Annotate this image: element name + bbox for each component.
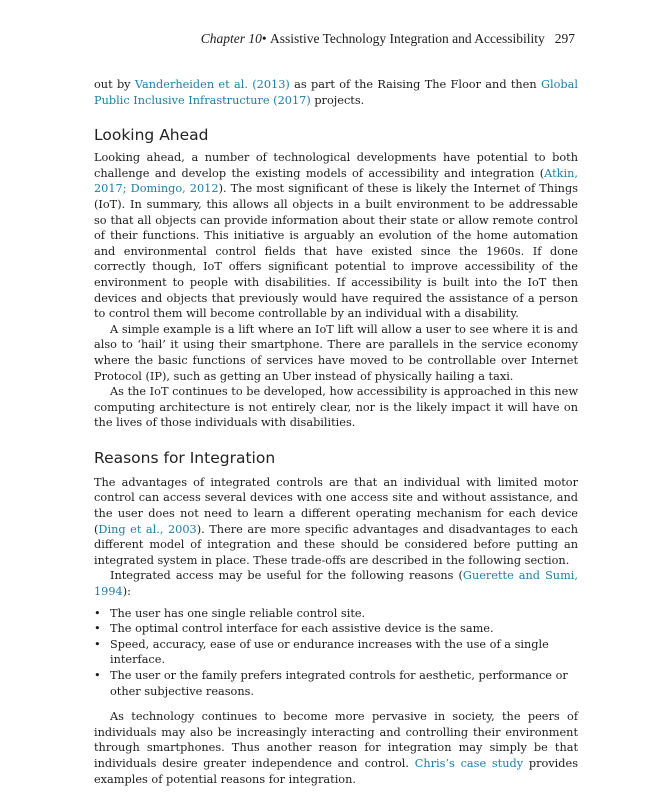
looking-ahead-paragraph-3: As the IoT continues to be developed, how accessibility is approached in this new computing architecture is not entirely clear, nor is the likely impact it will have on the lives of those individuals with disabilities. xyxy=(94,385,578,430)
list-item: • Speed, accuracy, ease of use or endurance increases with the use of a single interface. xyxy=(94,637,578,668)
text-run: As technology continues to become more pervasive in society, the peers of individuals may also be increasingly interacting and controlling their environment through smartphones. Thus another reason for integration may simply be that individuals desire greater independence and control. xyxy=(94,710,578,770)
text-run: The advantages of integrated controls are that an individual with limited motor control can access several devices with one access site and without assistance, and the user does not need to learn a different operating mechanism for each device ( xyxy=(94,475,578,536)
chapter-title: Assistive Technology Integration and Accessibility xyxy=(269,31,545,46)
page-body xyxy=(94,77,578,787)
intro-paragraph xyxy=(94,77,578,108)
text-run: Looking ahead, a number of technological developments have potential to both challenge and develop the existing models of accessibility and integration ( xyxy=(94,151,578,180)
running-head-bullet: • xyxy=(261,31,267,46)
text-run: ): xyxy=(122,585,131,599)
case-study-link[interactable]: Chris’s case study xyxy=(414,756,524,770)
reasons-paragraph-3 xyxy=(94,709,578,787)
section-heading-looking-ahead: Looking Ahead xyxy=(94,126,209,145)
text-run: out by xyxy=(94,78,135,91)
looking-ahead-paragraph-1 xyxy=(94,150,578,322)
citation-link-atkin-domingo[interactable]: Atkin, 2017; Domingo, 2012 xyxy=(94,166,578,196)
reasons-bullet-list xyxy=(94,606,578,700)
reasons-paragraph-1 xyxy=(94,475,578,569)
looking-ahead-paragraph-2: A simple example is a lift where an IoT lift will allow a user to see where it is and also to ‘hail’ it using their smartphone. There are parallels in the service economy where the basic functions of services have moved to be controllable over Internet Protocol (IP), such as getting an Uber instead of physically hailing a taxi. xyxy=(94,322,578,383)
chapter-label: Chapter 10 xyxy=(200,31,262,46)
text-run: ). There are more specific advantages and disadvantages to each different model of integration and these should be considered before putting an integrated system in place. These trade-offs are described in the following section. xyxy=(94,522,578,567)
citation-link-vanderheiden[interactable]: Vanderheiden et al. (2013) xyxy=(134,78,290,91)
page-number: 297 xyxy=(554,31,575,46)
list-item: • The user has one single reliable control site. xyxy=(94,606,578,622)
citation-link-ding[interactable]: Ding et al., 2003 xyxy=(98,522,197,536)
citation-link-guerette-sumi[interactable]: Guerette and Sumi, 1994 xyxy=(94,569,578,599)
reasons-paragraph-2 xyxy=(94,568,578,599)
section-heading-reasons: Reasons for Integration xyxy=(94,448,276,467)
running-head xyxy=(94,31,575,47)
text-run: projects. xyxy=(310,93,365,107)
text-run: as part of the Raising The Floor and then xyxy=(289,78,541,91)
text-run: ). The most significant of these is likely the Internet of Things (IoT). In summary, this allows all objects in a built environment to be addressable so that all objects can provide information about their state or allow remote control of their functions. This initiative is arguably an evolution of the home automation and environmental control fields that have existed since the 1960s. If done correctly though, IoT offers significant potential to improve accessibility of the environment to people with disabilities. If accessibility is built into the IoT then devices and objects that previously would have required the assistance of a person to control them will become controllable by an individual with a disability. xyxy=(94,182,578,321)
text-run: provides examples of potential reasons for integration. xyxy=(94,756,578,786)
citation-link-gpii[interactable]: Global Public Inclusive Infrastructure (2017) xyxy=(94,78,578,107)
list-item: • The user or the family prefers integrated controls for aesthetic, performance or other subjective reasons. xyxy=(94,668,578,699)
text-run: Integrated access may be useful for the following reasons ( xyxy=(110,569,463,583)
list-item: • The optimal control interface for each assistive device is the same. xyxy=(94,621,578,637)
